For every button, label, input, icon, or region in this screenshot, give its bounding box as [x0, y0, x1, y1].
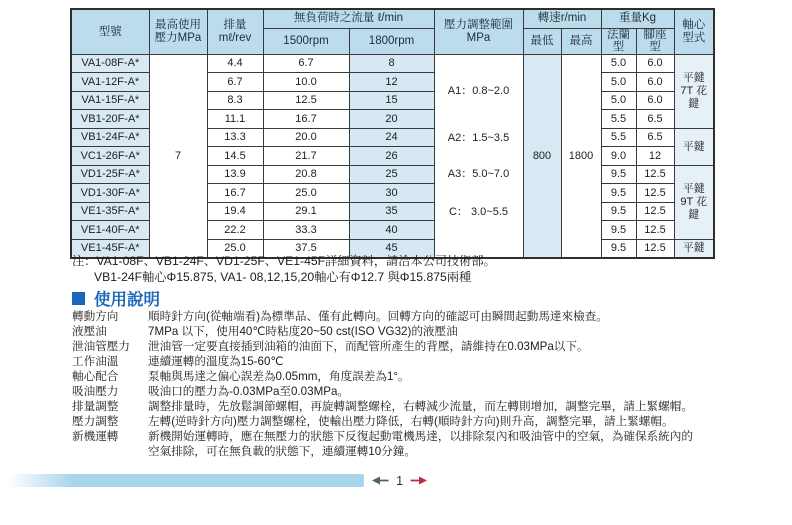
adjust-range-a3: A3：5.0~7.0	[447, 167, 510, 180]
flow-1800-cell: 24	[349, 128, 434, 147]
list-item	[72, 384, 702, 399]
next-page-icon[interactable]	[410, 476, 427, 485]
weight-flange-cell: 9.5	[601, 184, 636, 203]
displacement-cell: 6.7	[207, 73, 263, 92]
displacement-cell: 8.3	[207, 91, 263, 110]
col-header-flow: 無負荷時之流量 ℓ/min	[263, 9, 434, 28]
shaft-type-group-cell	[674, 54, 714, 128]
shaft-type-line1: 軸心	[682, 18, 706, 31]
model-cell: VC1-26F-A*	[71, 147, 149, 166]
instruction-text: 新機開始運轉時，應在無壓力的狀態下反復起動電機馬達，以排除泵內和吸油管中的空氣，為確保系統內的空氣排除，可在無負載的狀態下，連續運轉10分鐘。	[148, 430, 693, 458]
adjust-range-a2: A2：1.5~3.5	[447, 131, 510, 144]
shaft-type-group-cell	[674, 128, 714, 165]
col-header-model: 型號	[71, 9, 149, 54]
weight-flange-cell: 5.0	[601, 73, 636, 92]
page-navigation	[372, 470, 427, 490]
model-cell: VA1-15F-A*	[71, 91, 149, 110]
shaft-type-line2: 型式	[682, 31, 706, 44]
weight-foot-cell: 12.5	[636, 184, 674, 203]
flow-1500-cell: 6.7	[263, 54, 349, 73]
flow-1800-cell: 26	[349, 147, 434, 166]
displacement-cell: 13.9	[207, 165, 263, 184]
weight-foot-cell: 12.5	[636, 202, 674, 221]
table-footnote	[72, 253, 496, 285]
instruction-text: 左轉(逆時針方向)壓力調整螺栓，使輸出壓力降低，右轉(順時針方向)則升高，調整完畢，請上緊螺帽。	[148, 415, 674, 428]
flow-1800-cell: 25	[349, 165, 434, 184]
table-row	[71, 54, 714, 73]
weight-flange-cell: 9.5	[601, 239, 636, 258]
weight-flange-cell: 5.5	[601, 128, 636, 147]
weight-flange-cell: 5.0	[601, 54, 636, 73]
col-header-max-pressure	[149, 9, 207, 54]
flow-1500-cell: 12.5	[263, 91, 349, 110]
list-item	[72, 309, 702, 324]
flow-1800-cell: 12	[349, 73, 434, 92]
flow-1500-cell: 20.0	[263, 128, 349, 147]
displacement-cell: 22.2	[207, 221, 263, 240]
list-item	[72, 354, 702, 369]
weight-foot-cell: 6.0	[636, 54, 674, 73]
instruction-label: 軸心配合	[72, 370, 119, 383]
instruction-label: 工作油溫	[72, 355, 119, 368]
adjust-range-cell	[434, 54, 523, 258]
displacement-cell: 14.5	[207, 147, 263, 166]
col-header-shaft-type	[674, 9, 714, 54]
weight-foot-cell: 12.5	[636, 239, 674, 258]
footnote-line2: VB1-24F軸心Φ15.875, VA1- 08,12,15,20軸心有Φ12.7 與Φ15.875兩種	[94, 270, 472, 284]
shaft-type-group-cell	[674, 165, 714, 239]
weight-foot-cell: 12.5	[636, 165, 674, 184]
shaft-type-text: 平鍵	[682, 71, 705, 84]
instruction-label: 新機運轉	[72, 430, 119, 443]
shaft-type-text: 平鍵	[682, 140, 705, 153]
displacement-cell: 4.4	[207, 54, 263, 73]
weight-foot-cell: 6.5	[636, 110, 674, 129]
weight-foot-cell: 12	[636, 147, 674, 166]
list-item	[72, 339, 702, 354]
instruction-text: 連續運轉的溫度為15-60℃	[148, 355, 284, 368]
col-header-1800rpm: 1800rpm	[349, 28, 434, 54]
displacement-cell: 25.0	[207, 239, 263, 258]
weight-foot-cell: 6.0	[636, 73, 674, 92]
flow-1500-cell: 21.7	[263, 147, 349, 166]
displacement-line2: mℓ/rev	[218, 31, 252, 44]
shaft-type-text: 平鍵	[682, 182, 705, 195]
instruction-label: 液壓油	[72, 325, 107, 338]
instruction-label: 壓力調整	[72, 415, 119, 428]
displacement-cell: 13.3	[207, 128, 263, 147]
flow-1800-cell: 15	[349, 91, 434, 110]
pump-spec-table	[70, 8, 715, 259]
shaft-type-text: 7T 花鍵	[680, 84, 708, 110]
list-item	[72, 399, 702, 414]
instruction-label: 轉動方向	[72, 310, 119, 323]
col-header-weight-flange: 法蘭型	[601, 28, 636, 54]
instruction-text: 泄油管一定要直接插到油箱的油面下，而配管所產生的背壓，請維持在0.03MPa以下。	[148, 340, 589, 353]
model-cell: VA1-12F-A*	[71, 73, 149, 92]
weight-foot-cell: 12.5	[636, 221, 674, 240]
model-cell: VE1-35F-A*	[71, 202, 149, 221]
flow-1500-cell: 25.0	[263, 184, 349, 203]
flow-1500-cell: 33.3	[263, 221, 349, 240]
prev-page-icon[interactable]	[372, 476, 389, 485]
flow-1800-cell: 35	[349, 202, 434, 221]
list-item	[72, 324, 702, 339]
model-cell: VA1-08F-A*	[71, 54, 149, 73]
instruction-text: 7MPa 以下，使用40℃時粘度20~50 cst(ISO VG32)的液壓油	[148, 325, 458, 338]
instruction-text: 調整排量時，先放鬆調節螺帽，再旋轉調整螺栓，右轉減少流量，而左轉則增加，調整完畢，請上緊螺帽。	[148, 400, 693, 413]
col-header-weight: 重量Kg	[601, 9, 674, 28]
list-item	[72, 369, 702, 384]
weight-flange-cell: 9.5	[601, 202, 636, 221]
weight-foot-cell: 6.5	[636, 128, 674, 147]
flow-1500-cell: 20.8	[263, 165, 349, 184]
adjust-range-line2: MPa	[466, 31, 491, 44]
list-item	[72, 414, 702, 429]
flow-1500-cell: 29.1	[263, 202, 349, 221]
model-cell: VD1-30F-A*	[71, 184, 149, 203]
flow-1800-cell: 45	[349, 239, 434, 258]
instruction-text: 泵軸與馬達之偏心誤差為0.05mm，角度誤差為1°。	[148, 370, 410, 383]
instruction-label: 吸油壓力	[72, 385, 119, 398]
model-cell: VE1-40F-A*	[71, 221, 149, 240]
speed-min-cell: 800	[523, 54, 561, 258]
weight-flange-cell: 9.5	[601, 165, 636, 184]
flow-1500-cell: 37.5	[263, 239, 349, 258]
displacement-cell: 19.4	[207, 202, 263, 221]
col-header-speed: 轉速r/min	[523, 9, 601, 28]
page-number: 1	[396, 472, 404, 488]
flow-1800-cell: 20	[349, 110, 434, 129]
footer-divider-bar	[8, 474, 364, 487]
shaft-type-group-cell	[674, 239, 714, 258]
instruction-text: 吸油口的壓力為-0.03MPa至0.03MPa。	[148, 385, 350, 398]
flow-1800-cell: 30	[349, 184, 434, 203]
col-header-1500rpm: 1500rpm	[263, 28, 349, 54]
adjust-range-list	[435, 55, 523, 257]
adjust-range-c: C： 3.0~5.5	[448, 206, 508, 219]
flow-1800-cell: 8	[349, 54, 434, 73]
max-pressure-line1: 最高使用	[155, 18, 201, 31]
model-cell: VD1-25F-A*	[71, 165, 149, 184]
col-header-speed-min: 最低	[523, 28, 561, 54]
shaft-type-text: 平鍵	[682, 242, 705, 255]
displacement-cell: 16.7	[207, 184, 263, 203]
weight-flange-cell: 5.0	[601, 91, 636, 110]
col-header-displacement	[207, 9, 263, 54]
speed-max-cell: 1800	[561, 54, 601, 258]
displacement-cell: 11.1	[207, 110, 263, 129]
section-bullet-icon	[72, 292, 85, 305]
usage-instruction-list	[72, 309, 702, 459]
weight-foot-cell: 6.0	[636, 91, 674, 110]
col-header-weight-foot: 腳座型	[636, 28, 674, 54]
max-pressure-value-cell: 7	[149, 54, 207, 258]
flow-1800-cell: 40	[349, 221, 434, 240]
model-cell: VE1-45F-A*	[71, 239, 149, 258]
adjust-range-line1: 壓力調整範圍	[444, 18, 513, 31]
instruction-label: 排量調整	[72, 400, 119, 413]
instruction-label: 泄油管壓力	[72, 340, 130, 353]
adjust-range-a1: A1：0.8~2.0	[447, 85, 510, 98]
col-header-speed-max: 最高	[561, 28, 601, 54]
usage-section-title	[72, 286, 160, 310]
list-item	[72, 429, 702, 459]
section-title-text: 使用說明	[94, 291, 160, 309]
flow-1500-cell: 10.0	[263, 73, 349, 92]
flow-1500-cell: 16.7	[263, 110, 349, 129]
model-cell: VB1-20F-A*	[71, 110, 149, 129]
col-header-adjust-range	[434, 9, 523, 54]
instruction-text: 順時針方向(從軸端看)為標準品、僅有此轉向。回轉方向的確認可由瞬間起動馬達來檢查。	[148, 310, 608, 323]
weight-flange-cell: 9.0	[601, 147, 636, 166]
footnote-line1: 注：VA1-08F、VB1-24F、VD1-25F、VE1-45F詳細資料，請洽本公司技術部。	[72, 254, 496, 268]
shaft-type-text: 9T 花鍵	[680, 195, 708, 221]
model-cell: VB1-24F-A*	[71, 128, 149, 147]
weight-flange-cell: 9.5	[601, 221, 636, 240]
displacement-line1: 排量	[223, 18, 247, 31]
max-pressure-line2: 壓力MPa	[154, 31, 202, 44]
weight-flange-cell: 5.5	[601, 110, 636, 129]
